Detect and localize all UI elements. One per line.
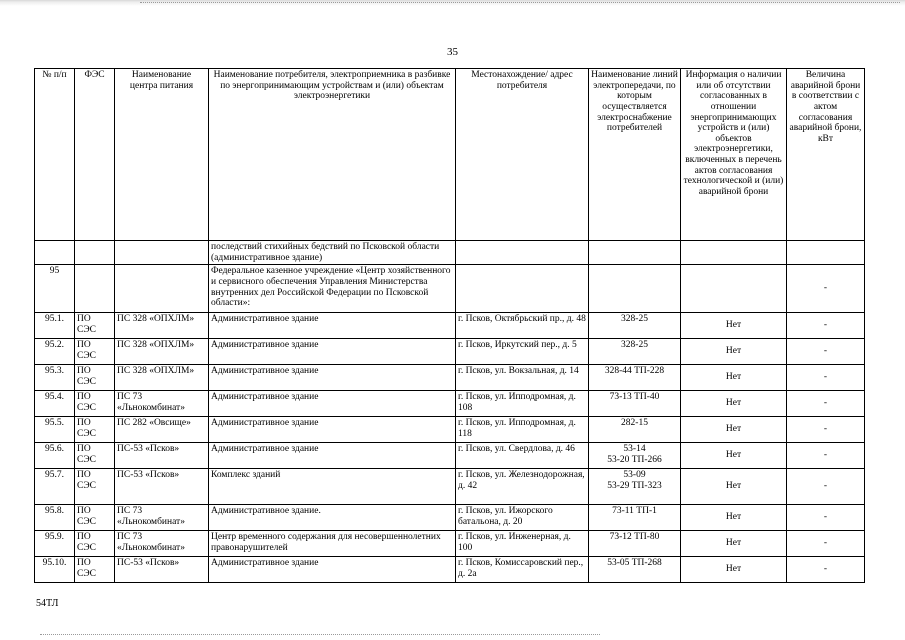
- row-fes: ПО СЭС: [75, 365, 115, 391]
- scan-artifact-line-bottom: [40, 634, 600, 636]
- row-fes: ПО СЭС: [75, 531, 115, 557]
- row-address: г. Псков, Иркутский пер., д. 5: [456, 339, 589, 365]
- table-row: [35, 391, 865, 417]
- row-fes: ПО СЭС: [75, 313, 115, 339]
- org-row: [35, 265, 865, 313]
- header-fes: ФЭС: [75, 69, 115, 241]
- row-lines: 282-15: [589, 417, 681, 443]
- row-center: ПС 73 «Льнокомбинат»: [115, 531, 209, 557]
- row-num: 95.8.: [35, 505, 75, 531]
- row-lines: 328-25: [589, 313, 681, 339]
- row-consumer: Административное здание: [209, 557, 456, 583]
- header-consumer: Наименование потребителя, электроприемника в разбивке по энергопринимающим устройствам и (или) объектам электроэнергетики: [209, 69, 456, 241]
- row-fes: ПО СЭС: [75, 443, 115, 469]
- row-info: Нет: [681, 339, 787, 365]
- page-number: 35: [447, 46, 458, 58]
- row-num: 95.10.: [35, 557, 75, 583]
- row-lines: 53-09 53-29 ТП-323: [589, 469, 681, 505]
- table-row: [35, 313, 865, 339]
- row-num: 95.5.: [35, 417, 75, 443]
- table-row: [35, 505, 865, 531]
- row-power: -: [787, 505, 865, 531]
- row-num: 95.6.: [35, 443, 75, 469]
- row-consumer: Административное здание: [209, 443, 456, 469]
- row-info: Нет: [681, 391, 787, 417]
- row-lines: 73-12 ТП-80: [589, 531, 681, 557]
- row-power: -: [787, 531, 865, 557]
- row-address: г. Псков, ул. Ипподромная, д. 108: [456, 391, 589, 417]
- row-num: 95.2.: [35, 339, 75, 365]
- row-consumer: Административное здание: [209, 313, 456, 339]
- row-center: ПС 328 «ОПХЛМ»: [115, 339, 209, 365]
- row-consumer: Административное здание.: [209, 505, 456, 531]
- table-row: [35, 443, 865, 469]
- row-address: г. Псков, ул. Железнодорожная, д. 42: [456, 469, 589, 505]
- row-fes: ПО СЭС: [75, 505, 115, 531]
- row-consumer: Административное здание: [209, 365, 456, 391]
- header-address: Местонахождение/ адрес потребителя: [456, 69, 589, 241]
- table-row: [35, 469, 865, 505]
- header-center: Наименование центра питания: [115, 69, 209, 241]
- header-power: Величина аварийной брони в соответствии с актом согласования аварийной брони, кВт: [787, 69, 865, 241]
- header-lines: Наименование линий электропередачи, по которым осуществляется электроснабжение потребителей: [589, 69, 681, 241]
- row-info: Нет: [681, 417, 787, 443]
- row-power: -: [787, 391, 865, 417]
- row-center: ПС-53 «Псков»: [115, 443, 209, 469]
- row-info: Нет: [681, 557, 787, 583]
- row-consumer: Административное здание: [209, 339, 456, 365]
- row-lines: 73-11 ТП-1: [589, 505, 681, 531]
- header-info: Информация о наличии или об отсутствии согласованных в отношении энергопринимающих устройств и (или) объектов электроэнергетики, включенных в перечень актов согласования технологической и (или) аварийной брони: [681, 69, 787, 241]
- row-power: -: [787, 417, 865, 443]
- row-info: Нет: [681, 469, 787, 505]
- scan-artifact-line: [140, 2, 900, 4]
- row-fes: ПО СЭС: [75, 469, 115, 505]
- org-num: 95: [35, 265, 75, 313]
- org-consumer: Федеральное казенное учреждение «Центр хозяйственного и сервисного обеспечения Управления Министерства внутренних дел Российской Федерации по Псковской области»:: [209, 265, 456, 313]
- row-address: г. Псков, ул. Свердлова, д. 46: [456, 443, 589, 469]
- row-address: г. Псков, Октябрьский пр., д. 48: [456, 313, 589, 339]
- row-info: Нет: [681, 443, 787, 469]
- row-lines: 53-05 ТП-268: [589, 557, 681, 583]
- footer-code: 54ТЛ: [36, 598, 59, 609]
- row-address: г. Псков, Комиссаровский пер., д. 2а: [456, 557, 589, 583]
- row-power: -: [787, 313, 865, 339]
- row-num: 95.1.: [35, 313, 75, 339]
- row-consumer: Комплекс зданий: [209, 469, 456, 505]
- continuation-row: [35, 241, 865, 265]
- row-consumer: Центр временного содержания для несовершеннолетних правонарушителей: [209, 531, 456, 557]
- row-num: 95.4.: [35, 391, 75, 417]
- row-num: 95.3.: [35, 365, 75, 391]
- row-center: ПС 328 «ОПХЛМ»: [115, 313, 209, 339]
- header-row: [35, 69, 865, 241]
- row-address: г. Псков, ул. Ипподромная, д. 118: [456, 417, 589, 443]
- table-row: [35, 531, 865, 557]
- row-center: ПС 73 «Льнокомбинат»: [115, 391, 209, 417]
- row-center: ПС 282 «Овсище»: [115, 417, 209, 443]
- row-center: ПС-53 «Псков»: [115, 557, 209, 583]
- row-lines: 328-25: [589, 339, 681, 365]
- header-num: № п/п: [35, 69, 75, 241]
- row-fes: ПО СЭС: [75, 339, 115, 365]
- row-lines: 53-14 53-20 ТП-266: [589, 443, 681, 469]
- row-consumer: Административное здание: [209, 391, 456, 417]
- table-row: [35, 339, 865, 365]
- row-num: 95.9.: [35, 531, 75, 557]
- table-row: [35, 557, 865, 583]
- row-power: -: [787, 443, 865, 469]
- row-num: 95.7.: [35, 469, 75, 505]
- row-consumer: Административное здание: [209, 417, 456, 443]
- row-info: Нет: [681, 531, 787, 557]
- row-lines: 73-13 ТП-40: [589, 391, 681, 417]
- continuation-consumer: последствий стихийных бедствий по Псковской области (административное здание): [209, 241, 456, 265]
- row-fes: ПО СЭС: [75, 417, 115, 443]
- row-info: Нет: [681, 313, 787, 339]
- row-address: г. Псков, ул. Инженерная, д. 100: [456, 531, 589, 557]
- row-power: -: [787, 469, 865, 505]
- row-center: ПС 73 «Льнокомбинат»: [115, 505, 209, 531]
- row-power: -: [787, 557, 865, 583]
- register-table: [34, 68, 865, 583]
- row-power: -: [787, 365, 865, 391]
- row-fes: ПО СЭС: [75, 557, 115, 583]
- row-power: -: [787, 339, 865, 365]
- row-info: Нет: [681, 505, 787, 531]
- org-power: -: [787, 265, 865, 313]
- row-info: Нет: [681, 365, 787, 391]
- row-center: ПС 328 «ОПХЛМ»: [115, 365, 209, 391]
- row-fes: ПО СЭС: [75, 391, 115, 417]
- table-row: [35, 417, 865, 443]
- row-address: г. Псков, ул. Вокзальная, д. 14: [456, 365, 589, 391]
- table-row: [35, 365, 865, 391]
- row-address: г. Псков, ул. Ижорского батальона, д. 20: [456, 505, 589, 531]
- row-center: ПС-53 «Псков»: [115, 469, 209, 505]
- row-lines: 328-44 ТП-228: [589, 365, 681, 391]
